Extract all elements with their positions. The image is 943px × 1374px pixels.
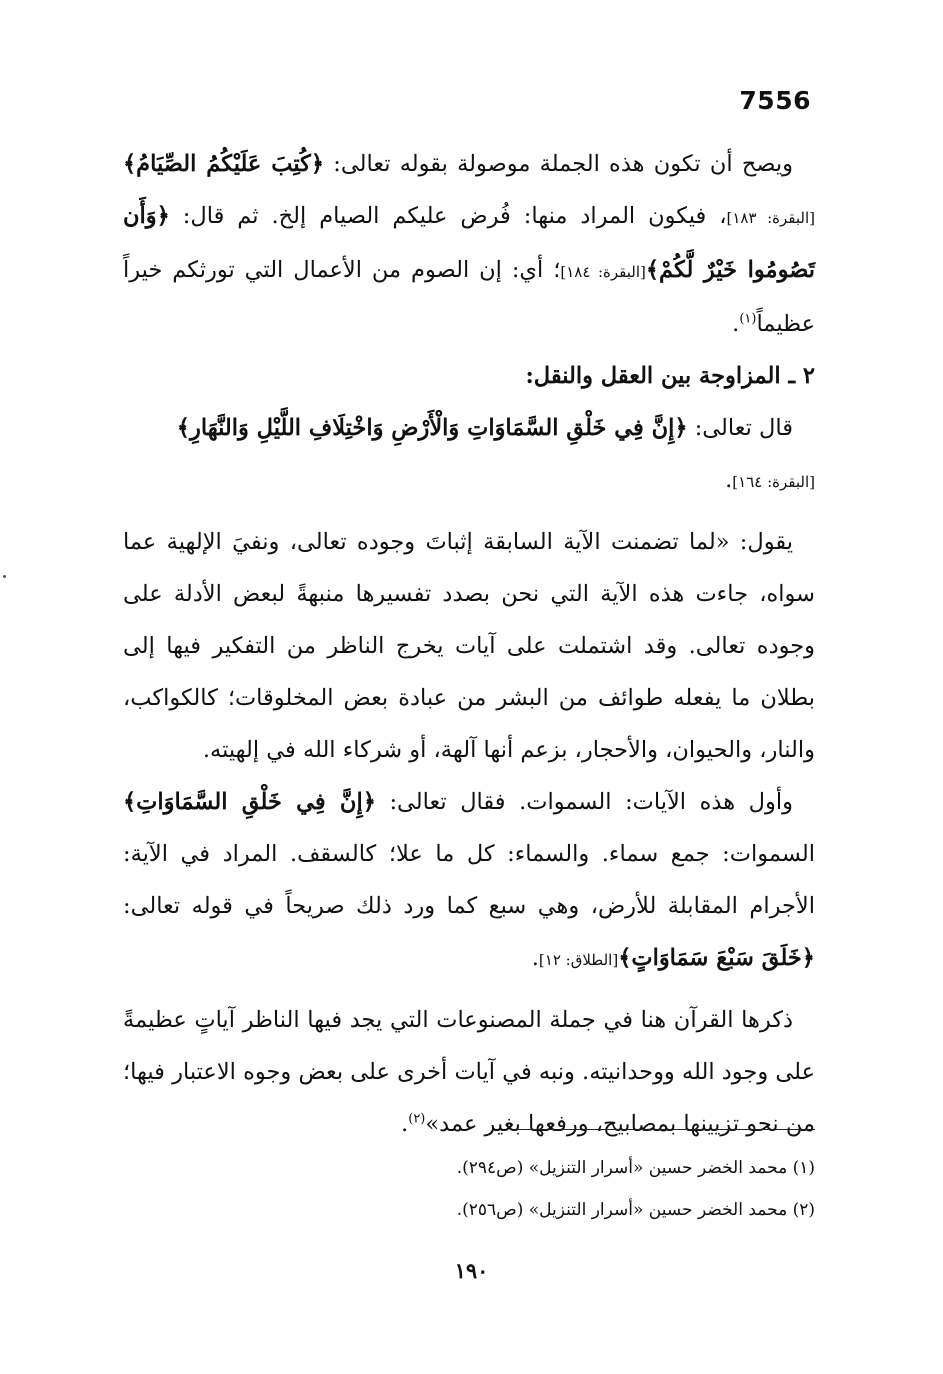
section-heading: ٢ ـ المزاوجة بين العقل والنقل: bbox=[525, 363, 815, 389]
verse-reference: [البقرة: ١٨٤] bbox=[560, 263, 646, 281]
paragraph-2-intro: قال تعالى: bbox=[687, 415, 793, 441]
quran-verse-heavens: ﴿إِنَّ فِي خَلْقِ السَّمَاوَاتِ﴾ bbox=[123, 789, 376, 815]
punctuation: . bbox=[531, 945, 539, 971]
punctuation: . bbox=[725, 467, 733, 493]
paragraph-1-part-1: ويصح أن تكون هذه الجملة موصولة بقوله تعالى: bbox=[324, 151, 793, 177]
body-text bbox=[123, 138, 815, 1150]
footnote-1: (١) محمد الخضر حسين «أسرار التنزيل» (ص٢٩٤). bbox=[456, 1158, 815, 1178]
paragraph-2 bbox=[123, 402, 815, 508]
quran-verse-creation: ﴿إِنَّ فِي خَلْقِ السَّمَاوَاتِ وَالْأَرْضِ وَاخْتِلَافِ اللَّيْلِ وَالنَّهَارِ﴾ bbox=[176, 415, 688, 441]
page-id: 7556 bbox=[739, 86, 811, 115]
scan-speck bbox=[3, 575, 6, 578]
verse-reference: [البقرة: ١٦٤] bbox=[732, 473, 815, 491]
paragraph-1-part-2: ، فيكون المراد منها: فُرض عليكم الصيام إلخ. ثم قال: bbox=[169, 203, 727, 229]
paragraph-3: يقول: «لما تضمنت الآية السابقة إثباتَ وجوده تعالى، ونفيَ الإلهية عما سواه، جاءت هذه الآية التي نحن بصدد تفسيرها منبهةً لبعض الأدلة على وجوده تعالى. وقد اشتملت على آيات يخرج الناظر من التفكير فيها إلى بطلان ما يفعله طوائف من البشر من عبادة بعض المخلوقات؛ كالكواكب، والنار، والحيوان، والأحجار، بزعم أنها آلهة، أو شركاء الله في إلهيته. bbox=[123, 529, 815, 763]
punctuation: . bbox=[401, 1111, 409, 1137]
paragraph-4 bbox=[123, 776, 815, 986]
footnote-marker: (٢) bbox=[408, 1111, 426, 1127]
footnote-marker: (١) bbox=[739, 311, 757, 327]
paragraph-1-part-3: ؛ أي: إن الصوم من الأعمال التي تورثكم خيراً عظيماً bbox=[123, 257, 815, 337]
paragraph-1 bbox=[123, 138, 815, 350]
quran-verse-fasting-better: ﴿وَأَن تَصُومُوا خَيْرٌ لَّكُمْ﴾ bbox=[123, 203, 815, 283]
punctuation: . bbox=[732, 311, 740, 337]
page-number: ١٩٠ bbox=[454, 1258, 489, 1283]
paragraph-4-part-2: السموات: جمع سماء. والسماء: كل ما علا؛ كالسقف. المراد في الآية: الأجرام المقابلة للأرض، وهي سبع كما ورد ذلك صريحاً في قوله تعالى: bbox=[123, 841, 815, 919]
paragraph-5-text: ذكرها القرآن هنا في جملة المصنوعات التي يجد فيها الناظر آياتٍ عظيمةً على وجود الله ووحدانيته. ونبه في آيات أخرى على بعض وجوه الاعتبار فيها؛ من نحو تزيينها بمصابيح، ورفعها بغير عمد» bbox=[123, 1007, 815, 1137]
quran-verse-fasting-prescribed: ﴿كُتِبَ عَلَيْكُمُ الصِّيَامُ﴾ bbox=[123, 151, 325, 177]
verse-reference: [الطلاق: ١٢] bbox=[538, 951, 619, 969]
paragraph-5 bbox=[123, 994, 815, 1150]
quran-verse-seven-heavens: ﴿خَلَقَ سَبْعَ سَمَاوَاتٍ﴾ bbox=[618, 945, 815, 971]
verse-reference: [البقرة: ١٨٣] bbox=[726, 209, 815, 227]
footnote-divider bbox=[510, 1129, 815, 1130]
footnotes bbox=[123, 1147, 815, 1231]
footnote-2: (٢) محمد الخضر حسين «أسرار التنزيل» (ص٢٥٦). bbox=[456, 1200, 815, 1220]
paragraph-4-part-1: وأول هذه الآيات: السموات. فقال تعالى: bbox=[375, 789, 793, 815]
